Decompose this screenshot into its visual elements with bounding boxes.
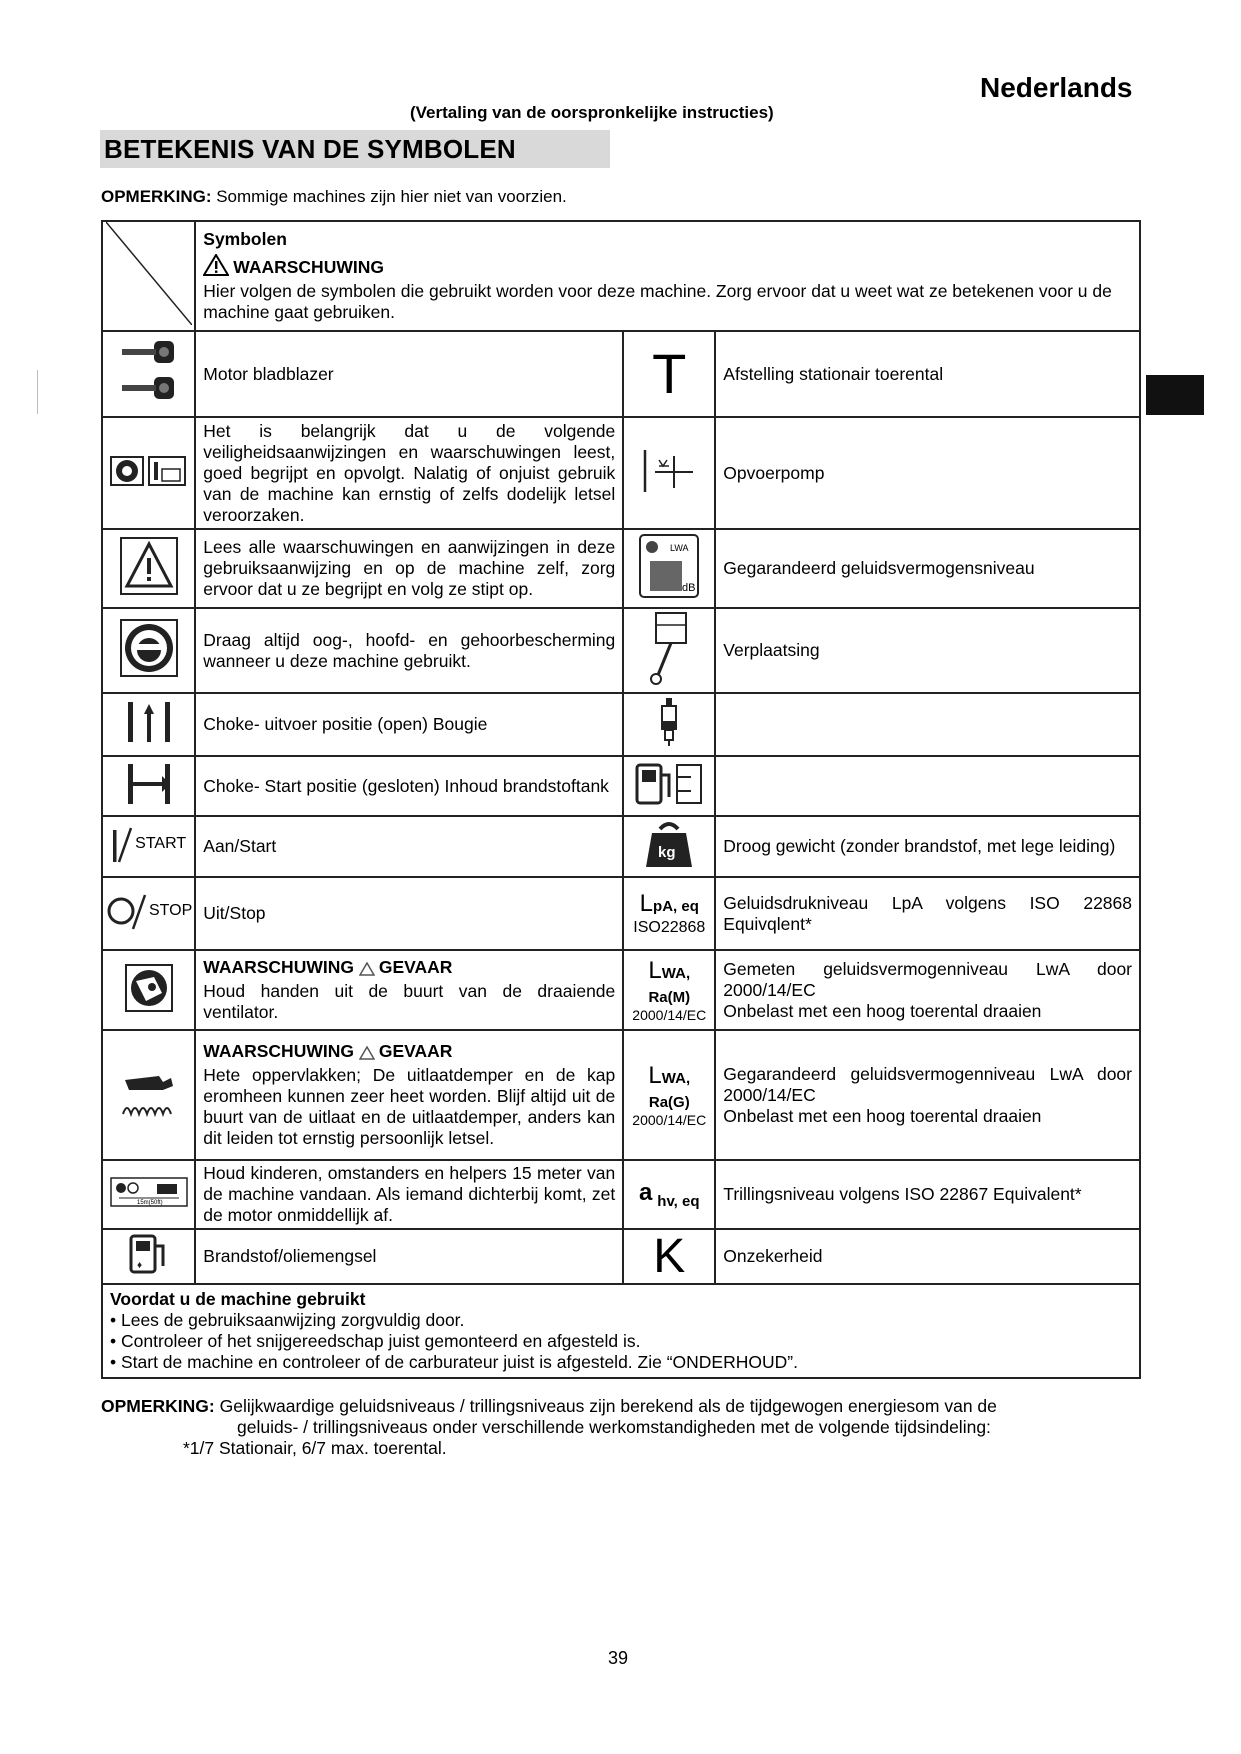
footer-title: Voordat u de machine gebruikt <box>110 1289 366 1309</box>
read-manual-icon <box>102 417 195 529</box>
note-text: Sommige machines zijn hier niet van voorzien. <box>211 187 567 206</box>
lwa-label: LWA <box>670 543 689 553</box>
table-row <box>102 608 1140 693</box>
fuel-mix-icon <box>102 1229 195 1284</box>
danger-label: GEVAAR <box>378 957 453 977</box>
language-label: Nederlands <box>980 72 1133 103</box>
header-text: Hier volgen de symbolen die gebruikt worden voor deze machine. Zorg ervoor dat u weet wat ze betekenen voor u de machine gaat gebruiken. <box>203 281 1112 322</box>
symbol-standard: 2000/14/EC <box>632 1006 707 1023</box>
row-text-right <box>715 693 1140 756</box>
symbols-heading: Symbolen <box>203 229 287 249</box>
stop-symbol <box>102 877 195 950</box>
row-text-body: Hete oppervlakken; De uitlaatdemper en de kap eromheen kunnen zeer heet worden. Blijf altijd uit de buurt van de uitlaat en de uitlaatdemper, anders kan dit leiden tot ernstig persoonlijk letsel. <box>203 1065 616 1148</box>
footer-cell <box>102 1284 1140 1378</box>
list-item: • Lees de gebruiksaanwijzing zorgvuldig door. <box>110 1310 465 1330</box>
row-text-body: Houd handen uit de buurt van de draaiende ventilator. <box>203 981 616 1022</box>
margin-mark <box>37 370 38 414</box>
hot-surface-icon <box>102 1030 195 1160</box>
row-text-right: Opvoerpomp <box>715 417 1140 529</box>
row-text: Het is belangrijk dat u de volgende veiligheidsaanwijzingen en waarschuwingen leest, goed begrijpt en opvolgt. Nalatig of onjuist gebruik van de machine kan ernstig of zelfs dodelijk letsel veroorzaken. <box>195 417 623 529</box>
uncertainty-symbol <box>623 1229 715 1284</box>
fuel-tank-icon <box>623 756 715 816</box>
section-tab <box>1146 375 1204 415</box>
warning-danger-heading <box>203 957 615 981</box>
warning-triangle-icon <box>203 254 229 281</box>
note-label: OPMERKING: <box>101 187 212 206</box>
row-text: Uit/Stop <box>195 877 623 950</box>
sound-pressure-symbol <box>623 877 715 950</box>
row-text: Lees alle waarschuwingen en aanwijzingen in deze gebruiksaanwijzing en op de machine zelf, zorg ervoor dat u ze begrijpt en volg ze stipt op. <box>195 529 623 608</box>
protection-gear-icon <box>102 608 195 693</box>
symbol-standard: ISO22868 <box>633 919 706 937</box>
distance-label: 15m(50ft) <box>136 1200 163 1206</box>
row-text-right: Verplaatsing <box>715 608 1140 693</box>
row-text-right <box>715 1030 1140 1160</box>
right-line: Onbelast met een hoog toerental draaien <box>723 1000 1042 1021</box>
right-line: Onbelast met een hoog toerental draaien <box>723 1105 1042 1126</box>
sound-power-icon <box>623 529 715 608</box>
row-text-right: Afstelling stationair toerental <box>715 331 1140 417</box>
symbol-main: L <box>639 889 654 917</box>
warning-label: WAARSCHUWING <box>203 957 354 977</box>
symbol-sub: WA, Ra(M) <box>648 964 691 1006</box>
page-title: BETEKENIS VAN DE SYMBOLEN <box>104 134 516 164</box>
choke-closed-icon <box>102 756 195 816</box>
guaranteed-sound-power-symbol <box>623 1030 715 1160</box>
row-text-right <box>715 950 1140 1030</box>
table-row <box>102 1030 1140 1160</box>
symbol-sub: WA, Ra(G) <box>648 1069 691 1111</box>
row-text-right <box>715 756 1140 816</box>
row-text-right: Droog gewicht (zonder brandstof, met lege leiding) <box>715 816 1140 877</box>
kg-label: kg <box>658 844 676 861</box>
row-text <box>195 1030 623 1160</box>
vibration-symbol <box>623 1160 715 1229</box>
row-text-right: Onzekerheid <box>715 1229 1140 1284</box>
measured-sound-power-symbol <box>623 950 715 1030</box>
table-row <box>102 331 1140 417</box>
idle-speed-symbol: T <box>623 331 715 417</box>
row-text: Brandstof/oliemengsel <box>195 1229 623 1284</box>
blower-icon <box>102 331 195 417</box>
on-slash-icon <box>111 824 133 864</box>
row-text: Draag altijd oog-, hoofd- en gehoorbescherming wanneer u deze machine gebruikt. <box>195 608 623 693</box>
row-text: Motor bladblazer <box>195 331 623 417</box>
table-header-row <box>102 221 1140 331</box>
row-text-right: Trillingsniveau volgens ISO 22867 Equivalent* <box>715 1160 1140 1229</box>
oil-drop-icon: ♦ <box>136 1260 142 1271</box>
bottom-note <box>101 1396 1141 1459</box>
db-label: dB <box>682 582 696 594</box>
table-footer-row <box>102 1284 1140 1378</box>
row-text: Aan/Start <box>195 816 623 877</box>
note <box>101 187 567 207</box>
symbol-sub: hv, eq <box>657 1192 700 1210</box>
row-text: Choke- Start positie (gesloten) Inhoud brandstoftank <box>195 756 623 816</box>
keep-distance-icon <box>102 1160 195 1229</box>
table-row <box>102 417 1140 529</box>
bottom-note-line: *1/7 Stationair, 6/7 max. toerental. <box>183 1438 447 1458</box>
danger-label: GEVAAR <box>378 1041 453 1061</box>
choke-open-icon <box>102 693 195 756</box>
danger-triangle-icon <box>359 960 375 981</box>
bottom-note-line: geluids- / trillingsniveaus onder verschillende werkomstandigheden met de volgende tijdsindeling: <box>237 1417 991 1437</box>
bottom-note-line: Gelijkwaardige geluidsniveaus / trillingsniveaus zijn berekend als de tijdgewogen energiesom van de <box>214 1396 997 1416</box>
symbol-main: L <box>648 1061 662 1089</box>
row-text-right: Gegarandeerd geluidsvermogensniveau <box>715 529 1140 608</box>
warning-heading <box>203 254 1132 281</box>
right-line: Gemeten geluidsvermogenniveau LwA door 2000/14/EC <box>723 958 1132 1000</box>
page-number: 39 <box>608 1648 629 1668</box>
row-text: Houd kinderen, omstanders en helpers 15 meter van de machine vandaan. Als iemand dichterbij komt, zet de motor onmiddellijk af. <box>195 1160 623 1229</box>
symbols-table <box>101 220 1141 1379</box>
table-row <box>102 693 1140 756</box>
warning-sign-icon <box>102 529 195 608</box>
list-item: • Controleer of het snijgereedschap juist gemonteerd en afgesteld is. <box>110 1331 641 1351</box>
danger-triangle-icon <box>359 1044 375 1065</box>
displacement-icon <box>623 608 715 693</box>
warning-danger-heading <box>203 1041 615 1065</box>
diagonal-cell <box>102 221 195 331</box>
bottom-note-label: OPMERKING: <box>101 1396 215 1416</box>
weight-icon <box>623 816 715 877</box>
spark-plug-icon <box>623 693 715 756</box>
symbol-sub: pA, eq <box>653 897 699 915</box>
row-text <box>195 950 623 1030</box>
table-row <box>102 1229 1140 1284</box>
off-circle-icon <box>105 891 147 931</box>
symbol-standard: 2000/14/EC <box>632 1111 707 1128</box>
table-row <box>102 756 1140 816</box>
subtitle: (Vertaling van de oorspronkelijke instructies) <box>410 103 774 122</box>
primer-pump-icon <box>623 417 715 529</box>
right-line: Gegarandeerd geluidsvermogenniveau LwA door 2000/14/EC <box>723 1063 1132 1105</box>
header-cell <box>195 221 1140 331</box>
symbol-main: a <box>639 1178 653 1206</box>
table-row <box>102 1160 1140 1229</box>
table-row <box>102 877 1140 950</box>
start-label: START <box>135 835 187 853</box>
table-row <box>102 816 1140 877</box>
symbol-main: K <box>653 1229 686 1283</box>
start-symbol <box>102 816 195 877</box>
diagonal-line-icon <box>106 222 192 325</box>
table-row <box>102 529 1140 608</box>
symbol-main: L <box>648 956 662 984</box>
table-row <box>102 950 1140 1030</box>
warning-label: WAARSCHUWING <box>233 257 384 277</box>
row-text-right: Geluidsdrukniveau LpA volgens ISO 22868 Equivqlent* <box>715 877 1140 950</box>
fan-hazard-icon <box>102 950 195 1030</box>
row-text: Choke- uitvoer positie (open) Bougie <box>195 693 623 756</box>
warning-label: WAARSCHUWING <box>203 1041 354 1061</box>
stop-label: STOP <box>149 902 193 920</box>
list-item: • Start de machine en controleer of de carburateur juist is afgesteld. Zie “ONDERHOUD”. <box>110 1352 798 1372</box>
